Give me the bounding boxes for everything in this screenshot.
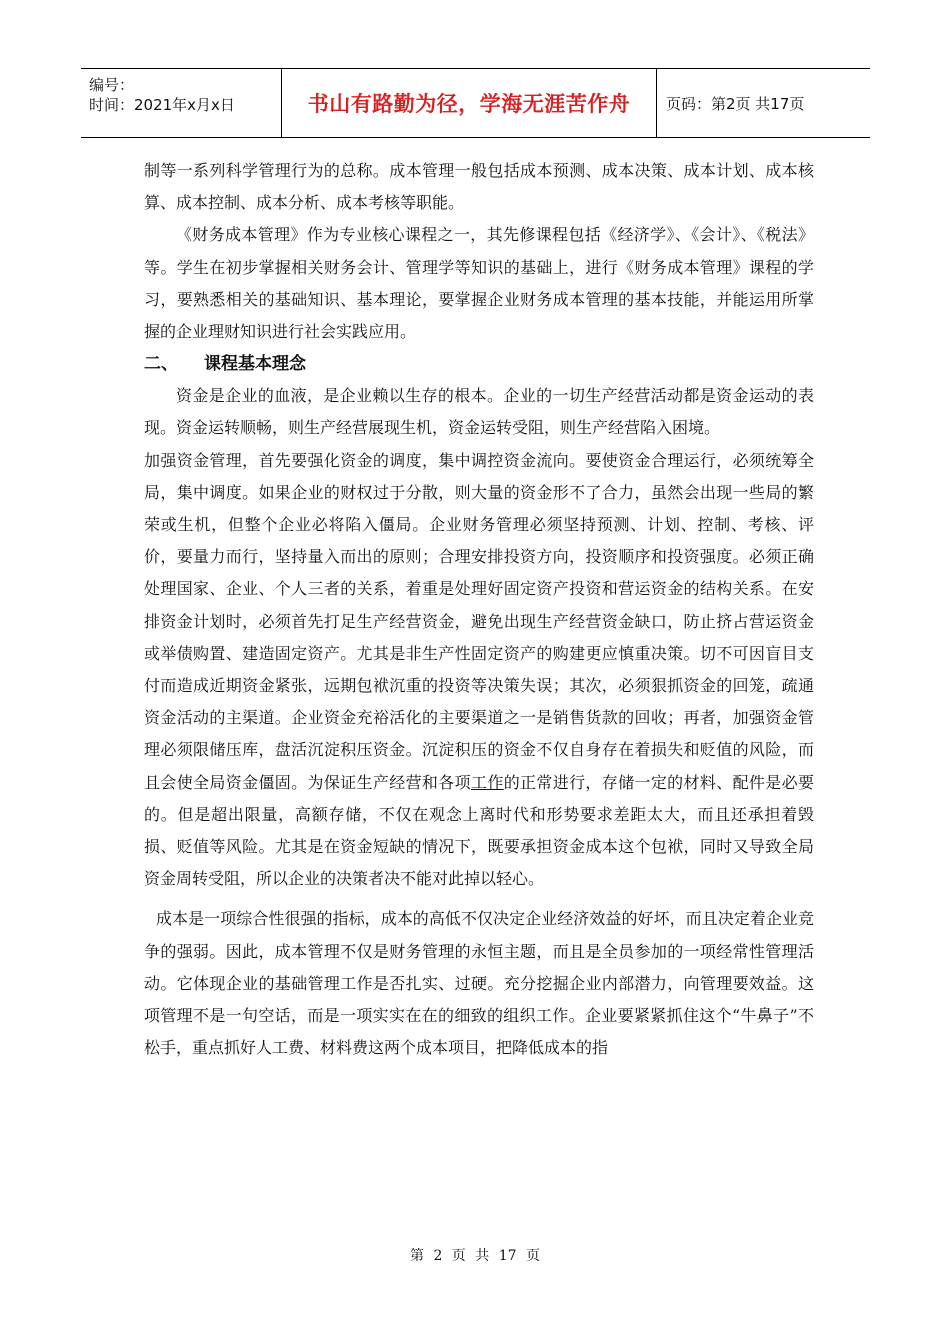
paragraph-continued: 制等一系列科学管理行为的总称。成本管理一般包括成本预测、成本决策、成本计划、成本核算、成本控制、成本分析、成本考核等职能。 <box>144 161 814 213</box>
section-heading <box>144 348 814 380</box>
paragraph-capital-management <box>144 445 814 896</box>
page-header <box>81 68 870 138</box>
header-motto: 书山有路勤为径，学海无涯苦作舟 <box>282 69 657 137</box>
paragraph-text: 加强资金管理，首先要强化资金的调度，集中调控资金流向。要使资金合理运行，必须统筹全局，集中调度。如果企业的财权过于分散，则大量的资金形不了合力，虽然会出现一些局的繁荣或生机，但整个企业必将陷入僵局。企业财务管理必须坚持预测、计划、控制、考核、评价，要量力而行，坚持量入而出的原则；合理安排投资方向，投资顺序和投资强度。必须正确处理国家、企业、个人三者的关系，着重是处理好固定资产投资和营运资金的结构关系。在安排资金计划时，必须首先打足生产经营资金，避免出现生产经营资金缺口，防止挤占营运资金或举债购置、建造固定资产。尤其是非生产性固定资产的购建更应慎重决策。切不可因盲目支付而造成近期资金紧张，远期包袱沉重的投资等决策失误；其次，必须狠抓资金的回笼，疏通资金活动的主渠道。企业资金充裕活化的主要渠道之一是销售货款的回收；再者，加强资金管理必须限储压库，盘活沉淀积压资金。沉淀积压的资金不仅自身存在着损失和贬值的风险，而且会使全局资金僵固。为保证生产经营和各项 <box>144 450 814 792</box>
paragraph-cost: 成本是一项综合性很强的指标，成本的高低不仅决定企业经济效益的好坏，而且决定着企业竞争的强弱。因此，成本管理不仅是财务管理的永恒主题，而且是全员参加的一项经常性管理活动。它体现企业的基础管理工作是否扎实、过硬。充分挖掘企业内部潜力，向管理要效益。这项管理不是一句空话，而是一项实实在在的细致的组织工作。企业要紧紧抓住这个“牛鼻子”不松手，重点抓好人工费、材料费这两个成本项目，把降低成本的指 <box>144 909 814 1058</box>
header-page-info: 页码：第2页 共17页 <box>666 94 805 113</box>
date-label: 时间：2021年x月x日 <box>89 96 235 114</box>
serial-label: 编号： <box>89 76 135 94</box>
paragraph-course-intro: 《财务成本管理》作为专业核心课程之一，其先修课程包括《经济学》、《会计》、《税法》等。学生在初步掌握相关财务会计、管理学等知识的基础上，进行《财务成本管理》课程的学习，要熟悉相关的基础知识、基本理论，要掌握企业财务成本管理的基本技能，并能运用所掌握的企业理财知识进行社会实践应用。 <box>144 225 814 342</box>
section-title: 课程基本理念 <box>204 354 306 375</box>
document-body <box>144 155 814 1064</box>
paragraph-capital: 资金是企业的血液，是企业赖以生存的根本。企业的一切生产经营活动都是资金运动的表现。资金运转顺畅，则生产经营展现生机，资金运转受阻，则生产经营陷入困境。 <box>144 386 814 438</box>
work-link[interactable]: 工作 <box>470 772 504 792</box>
page-footer: 第 2 页 共 17 页 <box>410 1248 540 1264</box>
header-meta-cell <box>81 69 282 137</box>
paragraph-text: 的正常进行，存储一定的材料、配件是必要的。但是超出限量，高额存储，不仅在观念上离时代和形势要求差距太大，而且还承担着毁损、贬值等风险。尤其是在资金短缺的情况下，既要承担资金成本这个包袱，同时又导致全局资金周转受阻，所以企业的决策者决不能对此掉以轻心。 <box>144 772 814 889</box>
section-number: 二、 <box>144 354 178 375</box>
